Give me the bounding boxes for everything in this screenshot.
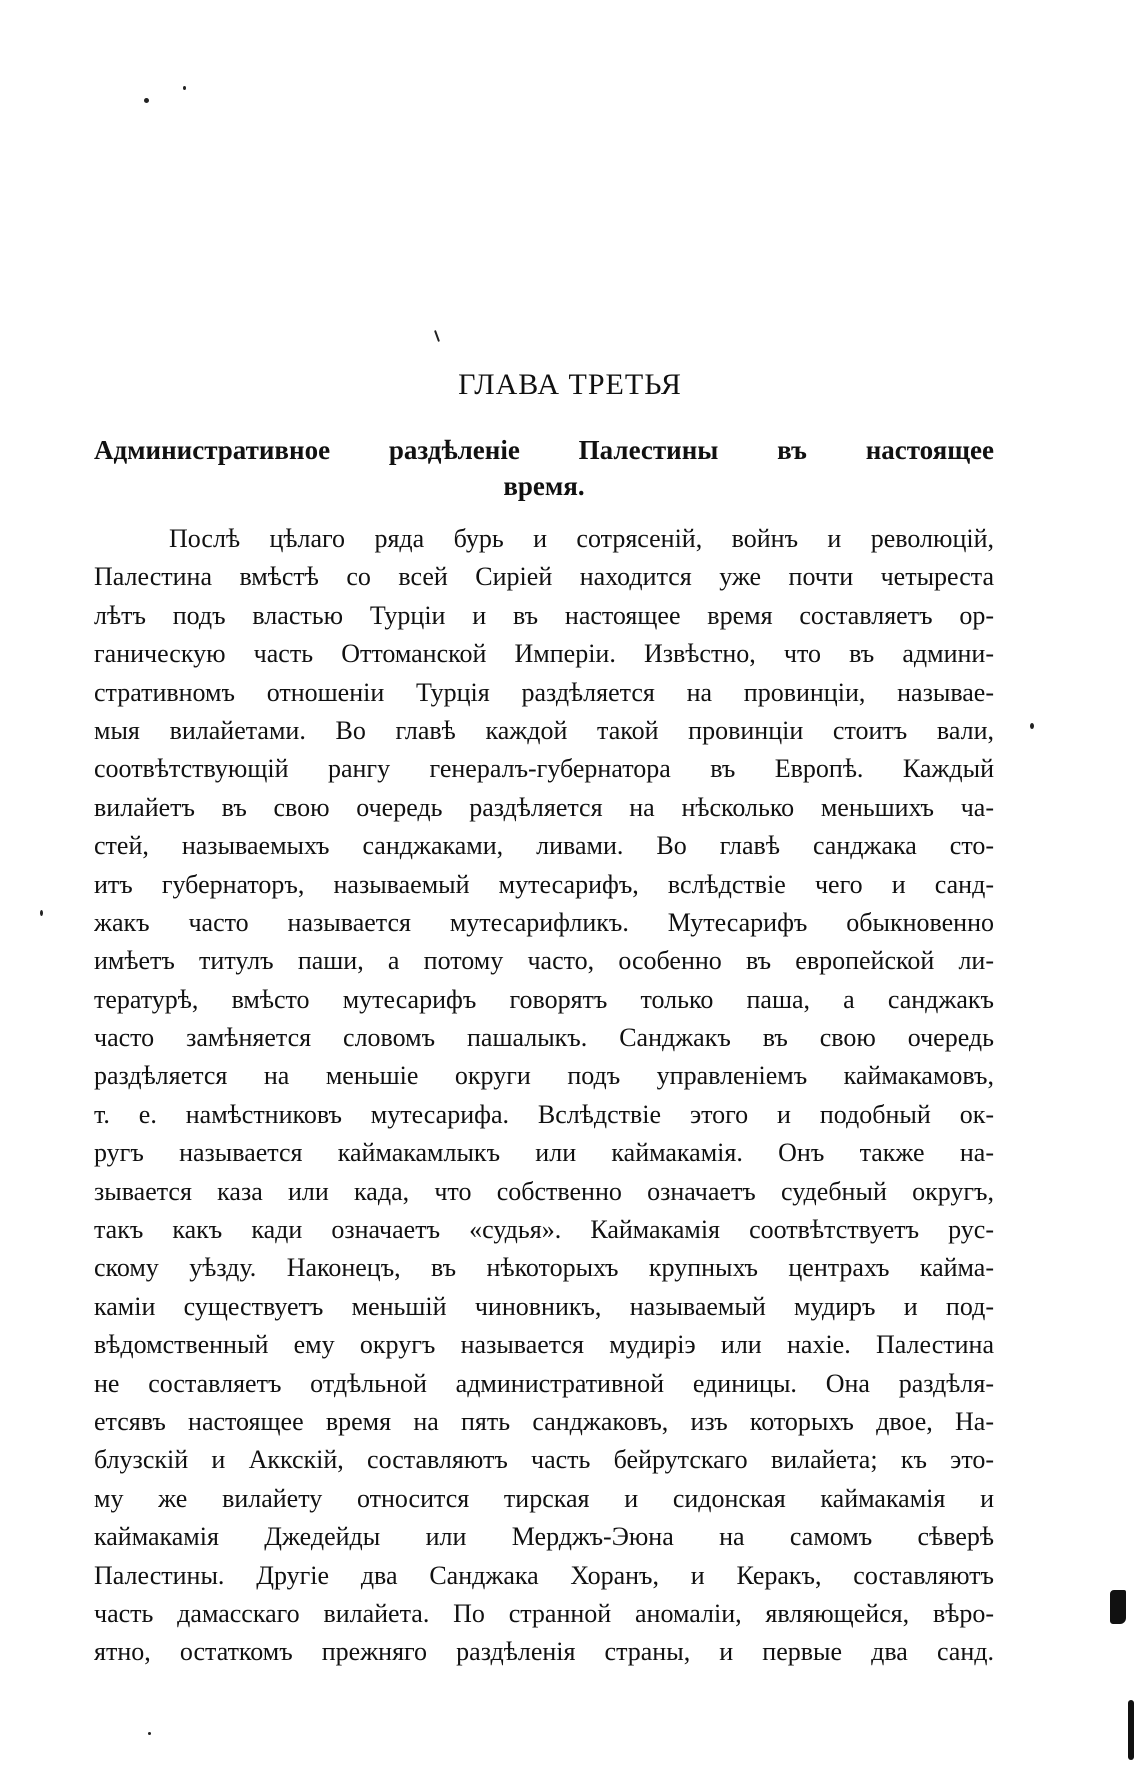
text-line: стей, называемыхъ санджаками, ливами. Во главѣ санджака сто- [94, 831, 994, 861]
section-title-line: Административное раздѣленіе Палестины въ настоящее [94, 435, 994, 465]
section-title-line: время. [503, 471, 585, 501]
section-title [94, 432, 994, 504]
text-line: такъ какъ кади означаетъ «судья». Каймакамія соотвѣтствуетъ рус- [94, 1215, 994, 1245]
text-line: имѣетъ титулъ паши, а потому часто, особенно въ европейской ли- [94, 946, 994, 976]
text-line: скому уѣзду. Наконецъ, въ нѣкоторыхъ крупныхъ центрахъ кайма- [94, 1253, 994, 1283]
text-line: блузскій и Аккскій, составляютъ часть бейрутскаго вилайета; къ это- [94, 1445, 994, 1475]
text-line: вилайетъ въ свою очередь раздѣляется на нѣсколько меньшихъ ча- [94, 792, 994, 822]
text-line: часть дамасскаго вилайета. По странной аномаліи, являющейся, вѣро- [94, 1598, 994, 1628]
text-line: каймакамія Джедейды или Мерджъ-Эюна на самомъ сѣверѣ [94, 1522, 994, 1552]
text-line: раздѣляется на меньшіе округи подъ управленіемъ каймакамовъ, [94, 1061, 994, 1091]
scan-speck [40, 910, 43, 916]
text-line: т. е. намѣстниковъ мутесарифа. Вслѣдствіе этого и подобный ок- [94, 1099, 994, 1129]
text-line: стративномъ отношеніи Турція раздѣляется на провинціи, называе- [94, 677, 994, 707]
text-line: зывается каза или када, что собственно означаетъ судебный округъ, [94, 1176, 994, 1206]
text-line: му же вилайету относится тирская и сидонская каймакамія и [94, 1483, 994, 1513]
text-line: каміи существуетъ меньшій чиновникъ, называемый мудиръ и под- [94, 1291, 994, 1321]
text-line: жакъ часто называется мутесарифликъ. Мутесарифъ обыкновенно [94, 907, 994, 937]
text-line: не составляетъ отдѣльной административной единицы. Она раздѣля- [94, 1368, 994, 1398]
text-line: ятно, остаткомъ прежняго раздѣленія страны, и первые два санд. [94, 1637, 994, 1667]
text-line: Послѣ цѣлаго ряда бурь и сотрясеній, войнъ и революцій, [169, 524, 994, 553]
scan-speck [434, 330, 440, 342]
text-line: соотвѣтствующій рангу генералъ-губернатора въ Европѣ. Каждый [94, 754, 994, 784]
scan-edge-blot [1110, 1590, 1126, 1624]
scan-speck [148, 1732, 151, 1735]
text-line: мыя вилайетами. Во главѣ каждой такой провинціи стоитъ вали, [94, 715, 994, 745]
text-line: Палестины. Другіе два Санджака Хоранъ, и Кеpакъ, составляютъ [94, 1560, 994, 1590]
chapter-heading: ГЛАВА ТРЕТЬЯ [458, 368, 682, 401]
scan-speck [1030, 723, 1034, 729]
text-line: етсявъ настоящее время на пять санджаковъ, изъ которыхъ двое, На- [94, 1406, 994, 1436]
text-line: лѣтъ подъ властью Турціи и въ настоящее время составляетъ ор- [94, 600, 994, 630]
scan-edge-blot [1128, 1700, 1134, 1760]
text-line: тературѣ, вмѣсто мутесарифъ говорятъ только паша, а санджакъ [94, 984, 994, 1014]
text-line: ганическую часть Оттоманской Имперіи. Извѣстно, что въ админи- [94, 639, 994, 669]
text-line: Палестина вмѣстѣ со всей Сиріей находится уже почти четыреста [94, 562, 994, 592]
text-line: ругъ называется каймакамлыкъ или каймакамія. Онъ также на- [94, 1138, 994, 1168]
text-line: вѣдомственный ему округъ называется мудиріэ или нахіе. Палестина [94, 1330, 994, 1360]
scan-speck [144, 98, 149, 103]
text-line: итъ губернаторъ, называемый мутесарифъ, вслѣдствіе чего и санд- [94, 869, 994, 899]
text-line: часто замѣняется словомъ пашалыкъ. Санджакъ въ свою очередь [94, 1023, 994, 1053]
scan-speck [183, 86, 186, 90]
body-paragraph [94, 520, 994, 1672]
